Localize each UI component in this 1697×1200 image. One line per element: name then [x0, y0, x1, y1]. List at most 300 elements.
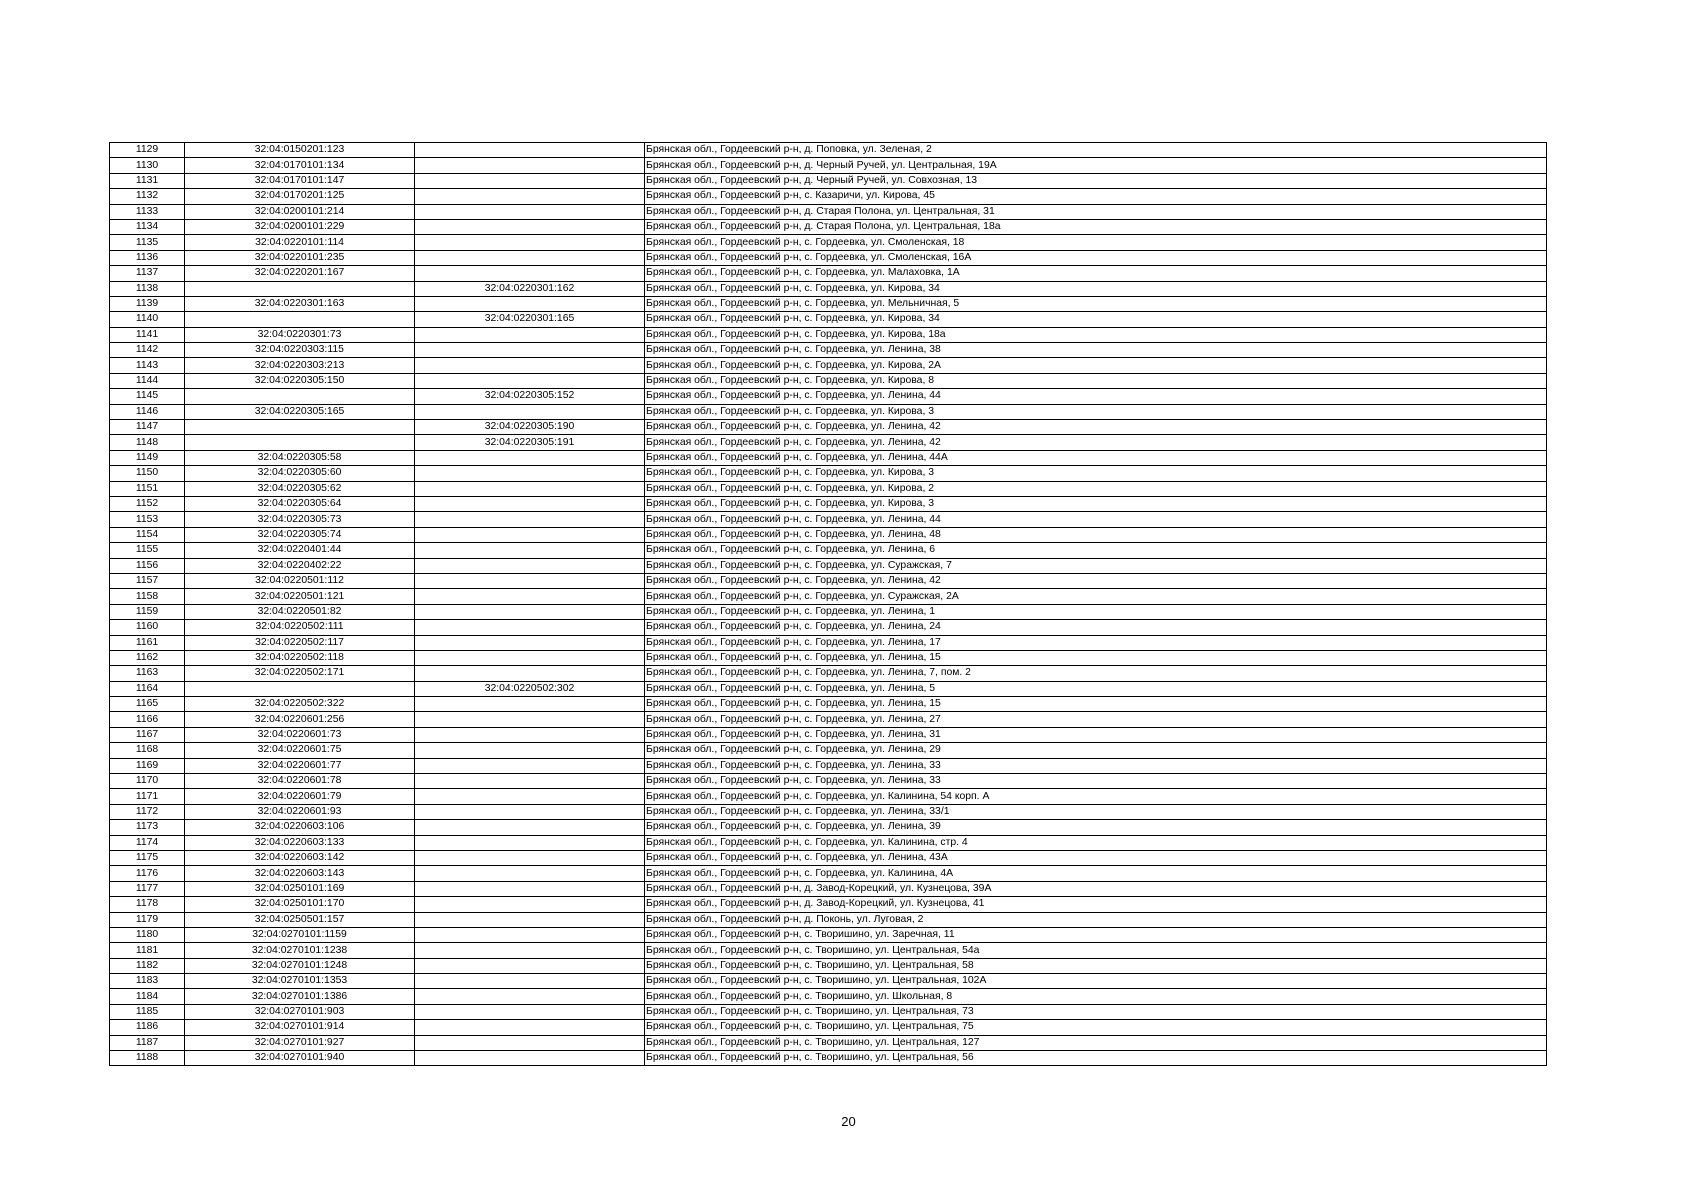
- table-row: [110, 989, 1547, 1004]
- related-cadastral-number-cell: [415, 650, 645, 665]
- row-number-cell: 1177: [110, 881, 185, 896]
- address-cell: Брянская обл., Гордеевский р-н, с. Гордеевка, ул. Ленина, 48: [645, 527, 1547, 542]
- row-number-cell: 1186: [110, 1020, 185, 1035]
- related-cadastral-number-cell: [415, 481, 645, 496]
- cadastral-number-cell: 32:04:0220502:171: [185, 666, 415, 681]
- related-cadastral-number-cell: [415, 266, 645, 281]
- table-row: [110, 373, 1547, 388]
- cadastral-number-cell: 32:04:0220501:82: [185, 604, 415, 619]
- related-cadastral-number-cell: [415, 343, 645, 358]
- row-number-cell: 1130: [110, 158, 185, 173]
- related-cadastral-number-cell: [415, 1020, 645, 1035]
- row-number-cell: 1169: [110, 758, 185, 773]
- related-cadastral-number-cell: [415, 450, 645, 465]
- table-row: [110, 296, 1547, 311]
- related-cadastral-number-cell: [415, 219, 645, 234]
- related-cadastral-number-cell: [415, 866, 645, 881]
- cadastral-number-cell: 32:04:0220401:44: [185, 543, 415, 558]
- table-row: [110, 927, 1547, 942]
- address-cell: Брянская обл., Гордеевский р-н, с. Гордеевка, ул. Ленина, 29: [645, 743, 1547, 758]
- row-number-cell: 1176: [110, 866, 185, 881]
- row-number-cell: 1183: [110, 974, 185, 989]
- table-row: [110, 820, 1547, 835]
- table-row: [110, 1035, 1547, 1050]
- row-number-cell: 1173: [110, 820, 185, 835]
- cadastral-number-cell: 32:04:0220601:77: [185, 758, 415, 773]
- table-row: [110, 866, 1547, 881]
- row-number-cell: 1167: [110, 727, 185, 742]
- related-cadastral-number-cell: [415, 404, 645, 419]
- address-cell: Брянская обл., Гордеевский р-н, с. Творишино, ул. Заречная, 11: [645, 927, 1547, 942]
- table-row: [110, 189, 1547, 204]
- address-cell: Брянская обл., Гордеевский р-н, с. Гордеевка, ул. Ленина, 15: [645, 697, 1547, 712]
- table-row: [110, 804, 1547, 819]
- row-number-cell: 1174: [110, 835, 185, 850]
- cadastral-number-cell: 32:04:0220101:114: [185, 235, 415, 250]
- table-row: [110, 235, 1547, 250]
- table-row: [110, 697, 1547, 712]
- row-number-cell: 1171: [110, 789, 185, 804]
- cadastral-number-cell: 32:04:0270101:1238: [185, 943, 415, 958]
- row-number-cell: 1140: [110, 312, 185, 327]
- related-cadastral-number-cell: [415, 543, 645, 558]
- table-row: [110, 974, 1547, 989]
- table-row: [110, 774, 1547, 789]
- address-cell: Брянская обл., Гордеевский р-н, д. Завод-Корецкий, ул. Кузнецова, 39А: [645, 881, 1547, 896]
- row-number-cell: 1132: [110, 189, 185, 204]
- address-cell: Брянская обл., Гордеевский р-н, с. Гордеевка, ул. Ленина, 44А: [645, 450, 1547, 465]
- related-cadastral-number-cell: [415, 620, 645, 635]
- address-cell: Брянская обл., Гордеевский р-н, с. Казаричи, ул. Кирова, 45: [645, 189, 1547, 204]
- row-number-cell: 1175: [110, 850, 185, 865]
- related-cadastral-number-cell: [415, 466, 645, 481]
- cadastral-number-cell: 32:04:0220305:73: [185, 512, 415, 527]
- cadastral-number-cell: 32:04:0220501:112: [185, 573, 415, 588]
- cadastral-number-cell: 32:04:0220502:322: [185, 697, 415, 712]
- table-row: [110, 958, 1547, 973]
- address-cell: Брянская обл., Гордеевский р-н, с. Гордеевка, ул. Суражская, 7: [645, 558, 1547, 573]
- registry-table: [109, 142, 1547, 1066]
- address-cell: Брянская обл., Гордеевский р-н, с. Гордеевка, ул. Калинина, стр. 4: [645, 835, 1547, 850]
- table-row: [110, 143, 1547, 158]
- related-cadastral-number-cell: 32:04:0220301:162: [415, 281, 645, 296]
- row-number-cell: 1146: [110, 404, 185, 419]
- cadastral-number-cell: 32:04:0220101:235: [185, 250, 415, 265]
- related-cadastral-number-cell: [415, 897, 645, 912]
- cadastral-number-cell: 32:04:0220601:79: [185, 789, 415, 804]
- row-number-cell: 1182: [110, 958, 185, 973]
- cadastral-number-cell: 32:04:0270101:914: [185, 1020, 415, 1035]
- row-number-cell: 1155: [110, 543, 185, 558]
- address-cell: Брянская обл., Гордеевский р-н, д. Старая Полона, ул. Центральная, 31: [645, 204, 1547, 219]
- address-cell: Брянская обл., Гордеевский р-н, с. Гордеевка, ул. Калинина, 54 корп. А: [645, 789, 1547, 804]
- address-cell: Брянская обл., Гордеевский р-н, с. Гордеевка, ул. Ленина, 42: [645, 435, 1547, 450]
- address-cell: Брянская обл., Гордеевский р-н, с. Творишино, ул. Школьная, 8: [645, 989, 1547, 1004]
- row-number-cell: 1131: [110, 173, 185, 188]
- related-cadastral-number-cell: [415, 158, 645, 173]
- table-row: [110, 496, 1547, 511]
- address-cell: Брянская обл., Гордеевский р-н, с. Творишино, ул. Центральная, 54а: [645, 943, 1547, 958]
- table-row: [110, 420, 1547, 435]
- cadastral-number-cell: 32:04:0220603:142: [185, 850, 415, 865]
- address-cell: Брянская обл., Гордеевский р-н, д. Завод-Корецкий, ул. Кузнецова, 41: [645, 897, 1547, 912]
- table-row: [110, 404, 1547, 419]
- row-number-cell: 1158: [110, 589, 185, 604]
- row-number-cell: 1181: [110, 943, 185, 958]
- address-cell: Брянская обл., Гордеевский р-н, с. Гордеевка, ул. Ленина, 44: [645, 512, 1547, 527]
- row-number-cell: 1144: [110, 373, 185, 388]
- cadastral-number-cell: 32:04:0220601:73: [185, 727, 415, 742]
- cadastral-number-cell: [185, 281, 415, 296]
- address-cell: Брянская обл., Гордеевский р-н, с. Гордеевка, ул. Ленина, 44: [645, 389, 1547, 404]
- row-number-cell: 1178: [110, 897, 185, 912]
- address-cell: Брянская обл., Гордеевский р-н, с. Гордеевка, ул. Ленина, 6: [645, 543, 1547, 558]
- related-cadastral-number-cell: [415, 1004, 645, 1019]
- related-cadastral-number-cell: 32:04:0220305:190: [415, 420, 645, 435]
- table-row: [110, 681, 1547, 696]
- address-cell: Брянская обл., Гордеевский р-н, д. Поконь, ул. Луговая, 2: [645, 912, 1547, 927]
- address-cell: Брянская обл., Гордеевский р-н, с. Гордеевка, ул. Ленина, 43А: [645, 850, 1547, 865]
- related-cadastral-number-cell: [415, 820, 645, 835]
- table-row: [110, 389, 1547, 404]
- related-cadastral-number-cell: [415, 496, 645, 511]
- address-cell: Брянская обл., Гордеевский р-н, с. Творишино, ул. Центральная, 127: [645, 1035, 1547, 1050]
- related-cadastral-number-cell: [415, 989, 645, 1004]
- address-cell: Брянская обл., Гордеевский р-н, с. Гордеевка, ул. Калинина, 4А: [645, 866, 1547, 881]
- table-row: [110, 758, 1547, 773]
- address-cell: Брянская обл., Гордеевский р-н, с. Гордеевка, ул. Кирова, 3: [645, 496, 1547, 511]
- address-cell: Брянская обл., Гордеевский р-н, с. Гордеевка, ул. Ленина, 33/1: [645, 804, 1547, 819]
- address-cell: Брянская обл., Гордеевский р-н, с. Гордеевка, ул. Ленина, 7, пом. 2: [645, 666, 1547, 681]
- table-row: [110, 327, 1547, 342]
- related-cadastral-number-cell: [415, 712, 645, 727]
- cadastral-number-cell: 32:04:0220303:115: [185, 343, 415, 358]
- table-row: [110, 558, 1547, 573]
- related-cadastral-number-cell: [415, 527, 645, 542]
- table-row: [110, 527, 1547, 542]
- related-cadastral-number-cell: [415, 373, 645, 388]
- address-cell: Брянская обл., Гордеевский р-н, с. Гордеевка, ул. Ленина, 1: [645, 604, 1547, 619]
- address-cell: Брянская обл., Гордеевский р-н, с. Гордеевка, ул. Малаховка, 1А: [645, 266, 1547, 281]
- table-row: [110, 897, 1547, 912]
- row-number-cell: 1150: [110, 466, 185, 481]
- row-number-cell: 1134: [110, 219, 185, 234]
- cadastral-number-cell: 32:04:0220601:256: [185, 712, 415, 727]
- address-cell: Брянская обл., Гордеевский р-н, д. Старая Полона, ул. Центральная, 18а: [645, 219, 1547, 234]
- address-cell: Брянская обл., Гордеевский р-н, с. Гордеевка, ул. Ленина, 24: [645, 620, 1547, 635]
- related-cadastral-number-cell: [415, 558, 645, 573]
- cadastral-number-cell: [185, 389, 415, 404]
- cadastral-number-cell: 32:04:0220305:150: [185, 373, 415, 388]
- cadastral-number-cell: 32:04:0220305:58: [185, 450, 415, 465]
- related-cadastral-number-cell: [415, 589, 645, 604]
- related-cadastral-number-cell: [415, 912, 645, 927]
- table-row: [110, 666, 1547, 681]
- related-cadastral-number-cell: [415, 358, 645, 373]
- cadastral-number-cell: 32:04:0220305:62: [185, 481, 415, 496]
- cadastral-number-cell: 32:04:0220201:167: [185, 266, 415, 281]
- row-number-cell: 1166: [110, 712, 185, 727]
- table-row: [110, 512, 1547, 527]
- table-row: [110, 281, 1547, 296]
- row-number-cell: 1185: [110, 1004, 185, 1019]
- table-row: [110, 850, 1547, 865]
- table-row: [110, 358, 1547, 373]
- related-cadastral-number-cell: [415, 296, 645, 311]
- cadastral-number-cell: 32:04:0270101:1386: [185, 989, 415, 1004]
- table-row: [110, 727, 1547, 742]
- cadastral-number-cell: 32:04:0220603:143: [185, 866, 415, 881]
- row-number-cell: 1147: [110, 420, 185, 435]
- row-number-cell: 1184: [110, 989, 185, 1004]
- table-row: [110, 789, 1547, 804]
- row-number-cell: 1129: [110, 143, 185, 158]
- related-cadastral-number-cell: [415, 173, 645, 188]
- related-cadastral-number-cell: [415, 974, 645, 989]
- related-cadastral-number-cell: [415, 804, 645, 819]
- address-cell: Брянская обл., Гордеевский р-н, д. Черный Ручей, ул. Совхозная, 13: [645, 173, 1547, 188]
- row-number-cell: 1180: [110, 927, 185, 942]
- related-cadastral-number-cell: [415, 943, 645, 958]
- address-cell: Брянская обл., Гордеевский р-н, с. Гордеевка, ул. Кирова, 3: [645, 404, 1547, 419]
- cadastral-number-cell: 32:04:0250501:157: [185, 912, 415, 927]
- related-cadastral-number-cell: [415, 774, 645, 789]
- address-cell: Брянская обл., Гордеевский р-н, с. Гордеевка, ул. Кирова, 8: [645, 373, 1547, 388]
- cadastral-number-cell: 32:04:0270101:1353: [185, 974, 415, 989]
- table-row: [110, 466, 1547, 481]
- related-cadastral-number-cell: [415, 235, 645, 250]
- cadastral-number-cell: 32:04:0220305:74: [185, 527, 415, 542]
- row-number-cell: 1143: [110, 358, 185, 373]
- cadastral-number-cell: 32:04:0270101:1159: [185, 927, 415, 942]
- row-number-cell: 1179: [110, 912, 185, 927]
- cadastral-number-cell: 32:04:0220603:106: [185, 820, 415, 835]
- related-cadastral-number-cell: [415, 958, 645, 973]
- row-number-cell: 1157: [110, 573, 185, 588]
- related-cadastral-number-cell: [415, 666, 645, 681]
- table-row: [110, 743, 1547, 758]
- cadastral-number-cell: [185, 420, 415, 435]
- related-cadastral-number-cell: [415, 604, 645, 619]
- cadastral-number-cell: 32:04:0220603:133: [185, 835, 415, 850]
- related-cadastral-number-cell: [415, 727, 645, 742]
- row-number-cell: 1153: [110, 512, 185, 527]
- cadastral-number-cell: 32:04:0220301:163: [185, 296, 415, 311]
- cadastral-number-cell: 32:04:0220501:121: [185, 589, 415, 604]
- cadastral-number-cell: 32:04:0250101:170: [185, 897, 415, 912]
- related-cadastral-number-cell: [415, 1035, 645, 1050]
- table-row: [110, 589, 1547, 604]
- address-cell: Брянская обл., Гордеевский р-н, с. Гордеевка, ул. Ленина, 31: [645, 727, 1547, 742]
- table-row: [110, 635, 1547, 650]
- page-number: 20: [841, 1114, 856, 1129]
- related-cadastral-number-cell: [415, 881, 645, 896]
- row-number-cell: 1151: [110, 481, 185, 496]
- related-cadastral-number-cell: 32:04:0220305:191: [415, 435, 645, 450]
- address-cell: Брянская обл., Гордеевский р-н, с. Гордеевка, ул. Ленина, 42: [645, 420, 1547, 435]
- address-cell: Брянская обл., Гордеевский р-н, с. Гордеевка, ул. Кирова, 2: [645, 481, 1547, 496]
- row-number-cell: 1138: [110, 281, 185, 296]
- cadastral-number-cell: 32:04:0220502:117: [185, 635, 415, 650]
- row-number-cell: 1135: [110, 235, 185, 250]
- cadastral-number-cell: 32:04:0220601:78: [185, 774, 415, 789]
- related-cadastral-number-cell: [415, 697, 645, 712]
- table-row: [110, 250, 1547, 265]
- cadastral-number-cell: 32:04:0270101:1248: [185, 958, 415, 973]
- cadastral-number-cell: 32:04:0170101:134: [185, 158, 415, 173]
- table-row: [110, 620, 1547, 635]
- related-cadastral-number-cell: [415, 758, 645, 773]
- address-cell: Брянская обл., Гордеевский р-н, с. Творишино, ул. Центральная, 58: [645, 958, 1547, 973]
- row-number-cell: 1148: [110, 435, 185, 450]
- cadastral-number-cell: [185, 681, 415, 696]
- address-cell: Брянская обл., Гордеевский р-н, с. Гордеевка, ул. Мельничная, 5: [645, 296, 1547, 311]
- row-number-cell: 1133: [110, 204, 185, 219]
- table-row: [110, 343, 1547, 358]
- related-cadastral-number-cell: [415, 635, 645, 650]
- address-cell: Брянская обл., Гордеевский р-н, с. Гордеевка, ул. Ленина, 27: [645, 712, 1547, 727]
- table-row: [110, 881, 1547, 896]
- related-cadastral-number-cell: 32:04:0220305:152: [415, 389, 645, 404]
- table-row: [110, 1051, 1547, 1066]
- row-number-cell: 1170: [110, 774, 185, 789]
- table-row: [110, 481, 1547, 496]
- cadastral-number-cell: 32:04:0220502:111: [185, 620, 415, 635]
- table-row: [110, 173, 1547, 188]
- cadastral-number-cell: 32:04:0220305:60: [185, 466, 415, 481]
- row-number-cell: 1164: [110, 681, 185, 696]
- address-cell: Брянская обл., Гордеевский р-н, с. Гордеевка, ул. Ленина, 39: [645, 820, 1547, 835]
- table-row: [110, 912, 1547, 927]
- table-row: [110, 450, 1547, 465]
- row-number-cell: 1145: [110, 389, 185, 404]
- cadastral-number-cell: 32:04:0200101:214: [185, 204, 415, 219]
- address-cell: Брянская обл., Гордеевский р-н, с. Гордеевка, ул. Суражская, 2А: [645, 589, 1547, 604]
- address-cell: Брянская обл., Гордеевский р-н, д. Черный Ручей, ул. Центральная, 19А: [645, 158, 1547, 173]
- table-row: [110, 204, 1547, 219]
- row-number-cell: 1156: [110, 558, 185, 573]
- table-row: [110, 943, 1547, 958]
- row-number-cell: 1168: [110, 743, 185, 758]
- address-cell: Брянская обл., Гордеевский р-н, с. Гордеевка, ул. Ленина, 33: [645, 758, 1547, 773]
- row-number-cell: 1149: [110, 450, 185, 465]
- cadastral-number-cell: 32:04:0170101:147: [185, 173, 415, 188]
- table-row: [110, 158, 1547, 173]
- row-number-cell: 1136: [110, 250, 185, 265]
- address-cell: Брянская обл., Гордеевский р-н, с. Гордеевка, ул. Ленина, 17: [645, 635, 1547, 650]
- row-number-cell: 1188: [110, 1051, 185, 1066]
- related-cadastral-number-cell: [415, 789, 645, 804]
- related-cadastral-number-cell: [415, 743, 645, 758]
- cadastral-number-cell: 32:04:0220502:118: [185, 650, 415, 665]
- row-number-cell: 1159: [110, 604, 185, 619]
- row-number-cell: 1187: [110, 1035, 185, 1050]
- address-cell: Брянская обл., Гордеевский р-н, д. Поповка, ул. Зеленая, 2: [645, 143, 1547, 158]
- cadastral-number-cell: 32:04:0270101:903: [185, 1004, 415, 1019]
- cadastral-number-cell: 32:04:0220305:165: [185, 404, 415, 419]
- address-cell: Брянская обл., Гордеевский р-н, с. Гордеевка, ул. Кирова, 2А: [645, 358, 1547, 373]
- cadastral-number-cell: [185, 312, 415, 327]
- cadastral-number-cell: 32:04:0220402:22: [185, 558, 415, 573]
- row-number-cell: 1161: [110, 635, 185, 650]
- address-cell: Брянская обл., Гордеевский р-н, с. Гордеевка, ул. Кирова, 18а: [645, 327, 1547, 342]
- table-row: [110, 266, 1547, 281]
- row-number-cell: 1163: [110, 666, 185, 681]
- row-number-cell: 1165: [110, 697, 185, 712]
- address-cell: Брянская обл., Гордеевский р-н, с. Творишино, ул. Центральная, 75: [645, 1020, 1547, 1035]
- table-row: [110, 1004, 1547, 1019]
- related-cadastral-number-cell: [415, 327, 645, 342]
- row-number-cell: 1142: [110, 343, 185, 358]
- cadastral-number-cell: 32:04:0250101:169: [185, 881, 415, 896]
- row-number-cell: 1139: [110, 296, 185, 311]
- table-row: [110, 712, 1547, 727]
- address-cell: Брянская обл., Гордеевский р-н, с. Гордеевка, ул. Ленина, 15: [645, 650, 1547, 665]
- cadastral-number-cell: 32:04:0150201:123: [185, 143, 415, 158]
- related-cadastral-number-cell: [415, 204, 645, 219]
- cadastral-number-cell: 32:04:0220601:93: [185, 804, 415, 819]
- related-cadastral-number-cell: [415, 835, 645, 850]
- row-number-cell: 1152: [110, 496, 185, 511]
- registry-table-body: [110, 143, 1547, 1066]
- table-row: [110, 650, 1547, 665]
- cadastral-number-cell: 32:04:0220601:75: [185, 743, 415, 758]
- address-cell: Брянская обл., Гордеевский р-н, с. Гордеевка, ул. Кирова, 3: [645, 466, 1547, 481]
- address-cell: Брянская обл., Гордеевский р-н, с. Гордеевка, ул. Кирова, 34: [645, 312, 1547, 327]
- related-cadastral-number-cell: [415, 927, 645, 942]
- table-row: [110, 435, 1547, 450]
- address-cell: Брянская обл., Гордеевский р-н, с. Гордеевка, ул. Ленина, 38: [645, 343, 1547, 358]
- address-cell: Брянская обл., Гордеевский р-н, с. Гордеевка, ул. Смоленская, 16А: [645, 250, 1547, 265]
- cadastral-number-cell: 32:04:0170201:125: [185, 189, 415, 204]
- cadastral-number-cell: 32:04:0270101:927: [185, 1035, 415, 1050]
- related-cadastral-number-cell: [415, 143, 645, 158]
- related-cadastral-number-cell: [415, 1051, 645, 1066]
- cadastral-number-cell: 32:04:0200101:229: [185, 219, 415, 234]
- table-row: [110, 543, 1547, 558]
- cadastral-number-cell: 32:04:0220305:64: [185, 496, 415, 511]
- table-row: [110, 604, 1547, 619]
- table-row: [110, 312, 1547, 327]
- row-number-cell: 1141: [110, 327, 185, 342]
- address-cell: Брянская обл., Гордеевский р-н, с. Гордеевка, ул. Смоленская, 18: [645, 235, 1547, 250]
- row-number-cell: 1137: [110, 266, 185, 281]
- row-number-cell: 1172: [110, 804, 185, 819]
- related-cadastral-number-cell: 32:04:0220502:302: [415, 681, 645, 696]
- related-cadastral-number-cell: [415, 189, 645, 204]
- cadastral-number-cell: [185, 435, 415, 450]
- cadastral-number-cell: 32:04:0220301:73: [185, 327, 415, 342]
- cadastral-number-cell: 32:04:0270101:940: [185, 1051, 415, 1066]
- address-cell: Брянская обл., Гордеевский р-н, с. Гордеевка, ул. Ленина, 5: [645, 681, 1547, 696]
- table-row: [110, 573, 1547, 588]
- table-row: [110, 219, 1547, 234]
- row-number-cell: 1160: [110, 620, 185, 635]
- row-number-cell: 1162: [110, 650, 185, 665]
- related-cadastral-number-cell: [415, 250, 645, 265]
- address-cell: Брянская обл., Гордеевский р-н, с. Гордеевка, ул. Кирова, 34: [645, 281, 1547, 296]
- address-cell: Брянская обл., Гордеевский р-н, с. Гордеевка, ул. Ленина, 42: [645, 573, 1547, 588]
- address-cell: Брянская обл., Гордеевский р-н, с. Гордеевка, ул. Ленина, 33: [645, 774, 1547, 789]
- address-cell: Брянская обл., Гордеевский р-н, с. Творишино, ул. Центральная, 56: [645, 1051, 1547, 1066]
- row-number-cell: 1154: [110, 527, 185, 542]
- related-cadastral-number-cell: 32:04:0220301:165: [415, 312, 645, 327]
- related-cadastral-number-cell: [415, 850, 645, 865]
- related-cadastral-number-cell: [415, 573, 645, 588]
- address-cell: Брянская обл., Гордеевский р-н, с. Творишино, ул. Центральная, 102А: [645, 974, 1547, 989]
- table-row: [110, 1020, 1547, 1035]
- table-row: [110, 835, 1547, 850]
